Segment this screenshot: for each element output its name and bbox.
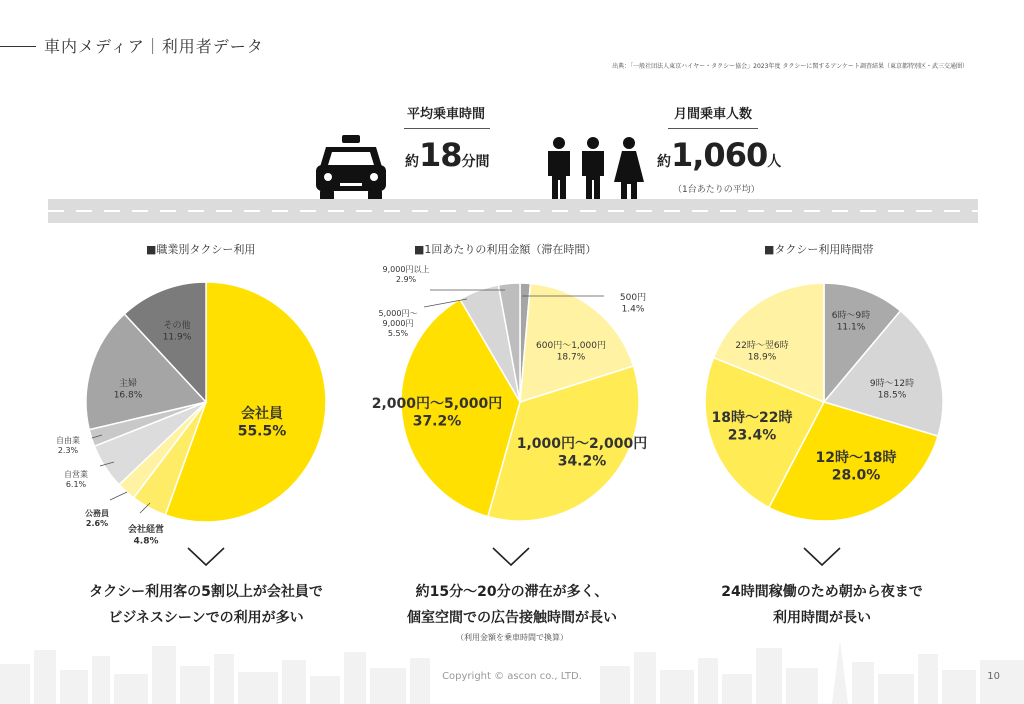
- riders-number: 1,060: [671, 136, 768, 174]
- ride-time-number: 18: [419, 136, 462, 174]
- ride-time-label: 平均乗車時間: [406, 107, 485, 122]
- chart-3-title: ■タクシー利用時間帯: [764, 243, 874, 256]
- message-1: [60, 579, 352, 631]
- chevron-down-icon: [802, 546, 842, 568]
- slice-label: 500円 1.4%: [619, 293, 647, 315]
- riders-label: 月間乗車人数: [673, 107, 752, 122]
- message-2-note: （利用金額を乗車時間で換算）: [456, 633, 568, 642]
- chevron-down-icon: [491, 546, 531, 568]
- pie-chart-3: [705, 283, 943, 521]
- message-3-line1: 24時間稼働のため朝から夜まで: [721, 584, 923, 600]
- slice-label: 会社経営 4.8%: [127, 525, 165, 547]
- message-3: [676, 579, 968, 631]
- leader-line: [110, 492, 127, 500]
- page-number: 10: [987, 671, 1000, 682]
- riders-unit: 人: [767, 154, 782, 170]
- message-2-line2: 個室空間での広告接触時間が長い: [407, 610, 617, 626]
- ride-time-unit: 分間: [461, 154, 490, 170]
- slice-label: 12時～18時 28.0%: [815, 450, 897, 484]
- slice-label: 22時～翌6時 18.9%: [735, 341, 789, 363]
- message-2-line1: 約15分～20分の滞在が多く、: [415, 584, 609, 600]
- slice-label: 2,000円～5,000円 37.2%: [371, 396, 503, 430]
- slice-label: 600円～1,000円 18.7%: [536, 341, 606, 363]
- copyright: Copyright © ascon co., LTD.: [442, 671, 582, 682]
- slice-label: 9,000円以上 2.9%: [382, 265, 430, 284]
- riders-prefix: 約: [657, 154, 671, 170]
- message-2: [366, 579, 658, 631]
- slice-label: 自営業 6.1%: [64, 470, 88, 489]
- slice-label: 1,000円～2,000円 34.2%: [516, 436, 648, 470]
- slice-label: 9時～12時 18.5%: [869, 379, 915, 401]
- chevron-down-icon: [186, 546, 226, 568]
- pie-chart-1: [56, 282, 326, 546]
- message-1-line2: ビジネスシーンでの利用が多い: [108, 610, 304, 626]
- slice-label: 公務員 2.6%: [85, 509, 109, 528]
- slice-label: 主婦 16.8%: [113, 379, 143, 401]
- slice-label: 自由業 2.3%: [56, 436, 80, 455]
- slice-label: 5,000円～ 9,000円 5.5%: [378, 309, 418, 338]
- message-1-line1: タクシー利用客の5割以上が会社員で: [89, 584, 323, 600]
- slice-label: 会社員 55.5%: [237, 406, 287, 440]
- chart-2-title: ■1回あたりの利用金額（滞在時間）: [414, 243, 597, 256]
- pie-chart-2: [372, 264, 648, 521]
- source-note: 出典：「一般社団法人東京ハイヤー・タクシー協会」2023年度 タクシーに関するアンケート調査結果（東京都特別区・武三交通圏）: [612, 63, 968, 70]
- message-3-line2: 利用時間が長い: [773, 610, 871, 626]
- page-title: 車内メディア｜利用者データ: [44, 37, 264, 56]
- slice-label: 6時～9時 11.1%: [831, 311, 871, 333]
- riders-note: （1台あたりの平均）: [673, 185, 760, 195]
- chart-1-title: ■職業別タクシー利用: [146, 243, 256, 256]
- slice-label: その他 11.9%: [162, 321, 192, 343]
- slice-label: 18時～22時 23.4%: [711, 410, 793, 444]
- ride-time-prefix: 約: [405, 154, 419, 170]
